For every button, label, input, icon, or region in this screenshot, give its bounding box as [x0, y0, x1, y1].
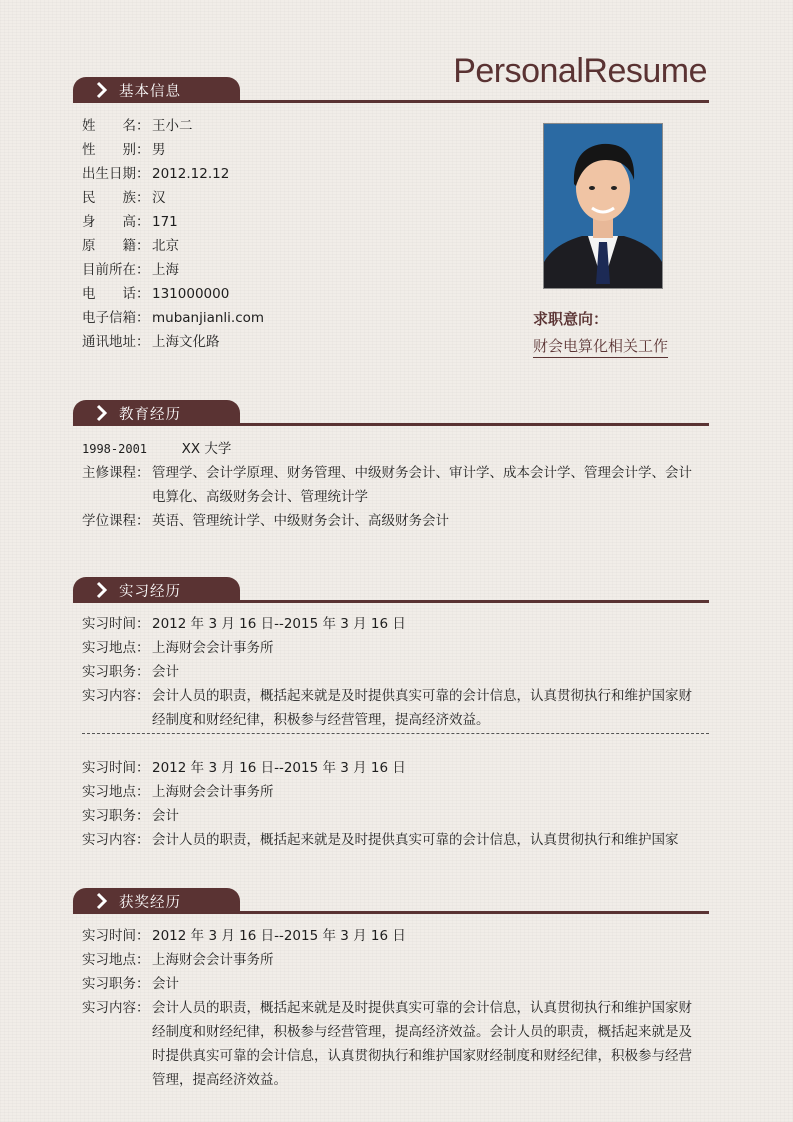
- internship-content: 实习内容： 会计人员的职责，概括起来就是及时提供真实可靠的会计信息，认真贯彻执行和维护国家财经制度和财经纪律，积极参与经营管理，提高经济效益。: [82, 688, 692, 728]
- field-height: 身 高： 171: [82, 214, 178, 230]
- award-role: 实习职务： 会计: [82, 976, 179, 992]
- education-school-row: [82, 437, 231, 461]
- internship-time: 实习时间： 2012 年 3 月 16 日--2015 年 3 月 16 日: [82, 760, 406, 776]
- internship-time: 实习时间： 2012 年 3 月 16 日--2015 年 3 月 16 日: [82, 616, 406, 632]
- education-period: 1998-2001: [82, 442, 148, 456]
- section-title: 基本信息: [119, 84, 181, 100]
- section-title: 教育经历: [119, 407, 181, 423]
- chevron-right-icon: [95, 404, 109, 422]
- internship-role: 实习职务： 会计: [82, 808, 179, 824]
- field-location: 目前所在： 上海: [82, 262, 179, 278]
- award-time: 实习时间： 2012 年 3 月 16 日--2015 年 3 月 16 日: [82, 928, 406, 944]
- field-birthdate: 出生日期： 2012.12.12: [82, 166, 230, 182]
- award-content: 实习内容： 会计人员的职责，概括起来就是及时提供真实可靠的会计信息，认真贯彻执行和维护国家财经制度和财经纪律，积极参与经营管理，提高经济效益。会计人员的职责，概括起来就是及时提供真实可靠的会计信息，认真贯彻执行和维护国家财经制度和财经纪律，积极参与经营管理，提高经济效益。: [82, 1000, 692, 1088]
- field-address: 通讯地址： 上海文化路: [82, 334, 220, 350]
- resume-title: PersonalResume: [453, 52, 707, 90]
- field-gender: 性 别： 男: [82, 142, 166, 158]
- chevron-right-icon: [95, 892, 109, 910]
- avatar-portrait: [544, 124, 662, 288]
- section-header-basic: [73, 77, 709, 103]
- field-email: 电子信箱： mubanjianli.com: [82, 310, 265, 326]
- section-header-awards: [73, 888, 709, 914]
- internship-content: 实习内容： 会计人员的职责，概括起来就是及时提供真实可靠的会计信息，认真贯彻执行和维护国家: [82, 832, 679, 848]
- section-header-internship: [73, 577, 709, 603]
- chevron-right-icon: [95, 81, 109, 99]
- field-phone: 电 话： 131000000: [82, 286, 230, 302]
- entry-separator: [82, 733, 709, 734]
- profile-photo: [543, 123, 663, 289]
- education-major-courses: 主修课程： 管理学、会计学原理、财务管理、中级财务会计、审计学、成本会计学、管理会计学、会计电算化、高级财务会计、管理统计学: [82, 465, 692, 505]
- section-title: 实习经历: [119, 584, 181, 600]
- section-header-education: [73, 400, 709, 426]
- field-name: 姓 名： 王小二: [82, 118, 193, 134]
- internship-place: 实习地点： 上海财会会计事务所: [82, 784, 274, 800]
- education-school: XX 大学: [181, 441, 232, 457]
- field-ethnicity: 民 族： 汉: [82, 190, 166, 206]
- job-intent-value: 财会电算化相关工作: [533, 335, 668, 358]
- chevron-right-icon: [95, 581, 109, 599]
- job-intent-label: 求职意向：: [533, 310, 609, 328]
- internship-role: 实习职务： 会计: [82, 664, 179, 680]
- education-degree-courses: 学位课程： 英语、管理统计学、中级财务会计、高级财务会计: [82, 513, 449, 529]
- internship-place: 实习地点： 上海财会会计事务所: [82, 640, 274, 656]
- section-title: 获奖经历: [119, 895, 181, 911]
- award-place: 实习地点： 上海财会会计事务所: [82, 952, 274, 968]
- field-hometown: 原 籍： 北京: [82, 238, 179, 254]
